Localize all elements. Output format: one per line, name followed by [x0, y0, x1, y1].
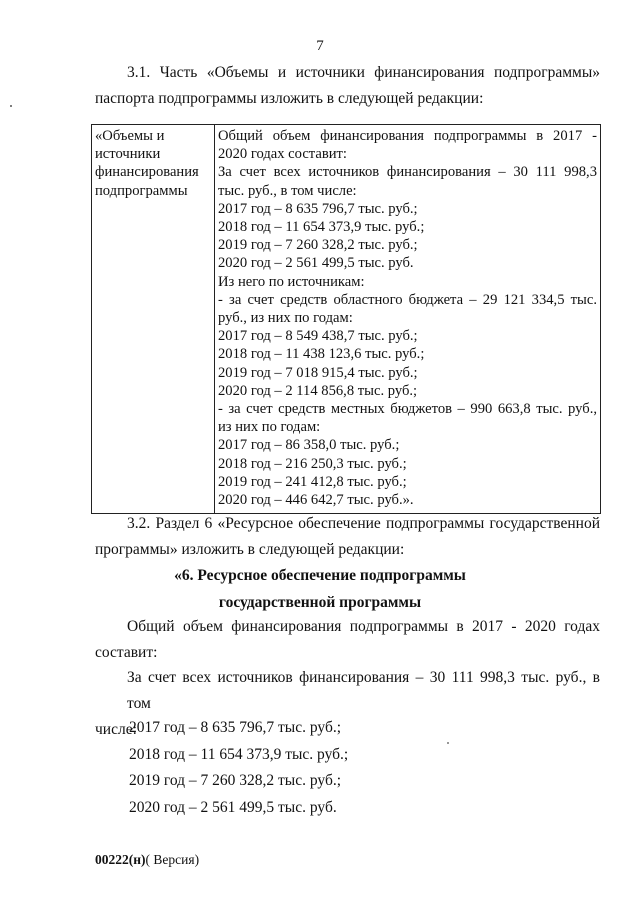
- value-line: 2017 год – 86 358,0 тыс. руб.;: [218, 437, 400, 454]
- section-3-2-line-2: программы» изложить в следующей редакции:: [95, 541, 405, 558]
- section-3-2-paragraph: [95, 511, 600, 563]
- section-6-heading-line-2: государственной программы: [218, 594, 422, 611]
- value-line: 2018 год – 11 654 373,9 тыс. руб.;: [218, 219, 425, 236]
- section-6-sources-line-1: За счет всех источников финансирования – 30 111 998,3 тыс. руб., в том: [127, 669, 600, 712]
- value-line: 2019 год – 7 018 915,4 тыс. руб.;: [218, 364, 418, 381]
- section-3-1-line-1: 3.1. Часть «Объемы и источники финансирования подпрограммы»: [127, 64, 600, 81]
- year-line-2019: 2019 год – 7 260 328,2 тыс. руб.;: [129, 772, 342, 789]
- value-line: тыс. руб., в том числе:: [218, 182, 357, 199]
- value-line: 2017 год – 8 549 438,7 тыс. руб.;: [218, 328, 418, 345]
- section-3-1-line-2: паспорта подпрограммы изложить в следующей редакции:: [95, 90, 484, 107]
- value-line: 2017 год – 8 635 796,7 тыс. руб.;: [218, 200, 418, 217]
- value-line: 2020 годах составит:: [218, 146, 347, 163]
- footer-document-code: [95, 852, 199, 868]
- value-line: 2019 год – 241 412,8 тыс. руб.;: [218, 473, 407, 490]
- passport-label-cell: [92, 125, 215, 514]
- section-6-heading-line-1: «6. Ресурсное обеспечение подпрограммы: [174, 567, 466, 584]
- table-row: [92, 125, 601, 514]
- page-number: 7: [316, 38, 324, 54]
- section-3-1-paragraph: [95, 60, 600, 112]
- section-6-total-line-1: Общий объем финансирования подпрограммы в 2017 - 2020 годах: [127, 618, 600, 635]
- value-line: 2018 год – 11 438 123,6 тыс. руб.;: [218, 346, 425, 363]
- footer-code: 00222(н): [95, 852, 146, 867]
- value-line: - за счет средств местных бюджетов – 990 663,8 тыс. руб.,: [218, 401, 597, 418]
- footer-version: ( Версия): [145, 852, 200, 867]
- value-line: 2020 год – 446 642,7 тыс. руб.».: [218, 492, 414, 509]
- value-line: руб., из них по годам:: [218, 310, 353, 327]
- passport-value-cell: [215, 125, 601, 514]
- value-line: - за счет средств областного бюджета – 29 121 334,5 тыс.: [218, 291, 597, 308]
- value-line: Общий объем финансирования подпрограммы в 2017 -: [218, 128, 597, 144]
- value-line: 2019 год – 7 260 328,2 тыс. руб.;: [218, 237, 418, 254]
- value-line: 2018 год – 216 250,3 тыс. руб.;: [218, 455, 407, 472]
- year-line-2020: 2020 год – 2 561 499,5 тыс. руб.: [129, 799, 337, 816]
- year-line-2017: 2017 год – 8 635 796,7 тыс. руб.;: [129, 719, 342, 736]
- scan-speck: [10, 105, 12, 107]
- value-line: За счет всех источников финансирования – 30 111 998,3: [218, 164, 597, 181]
- value-line: Из него по источникам:: [218, 273, 365, 290]
- passport-table: [91, 124, 601, 514]
- value-line: 2020 год – 2 114 856,8 тыс. руб.;: [218, 382, 418, 399]
- section-6-total-paragraph: [95, 614, 600, 666]
- section-6-sources-line-2: числе:: [95, 721, 137, 738]
- label-line: «Объемы и: [95, 128, 165, 144]
- label-line: финансирования: [95, 164, 199, 181]
- value-line: из них по годам:: [218, 419, 321, 436]
- label-line: источники: [95, 146, 161, 163]
- value-line: 2020 год – 2 561 499,5 тыс. руб.: [218, 255, 414, 272]
- label-line: подпрограммы: [95, 182, 188, 199]
- year-line-2018: 2018 год – 11 654 373,9 тыс. руб.;: [129, 746, 349, 763]
- section-3-2-line-1: 3.2. Раздел 6 «Ресурсное обеспечение подпрограммы государственной: [127, 515, 600, 532]
- section-6-total-line-2: составит:: [95, 644, 158, 661]
